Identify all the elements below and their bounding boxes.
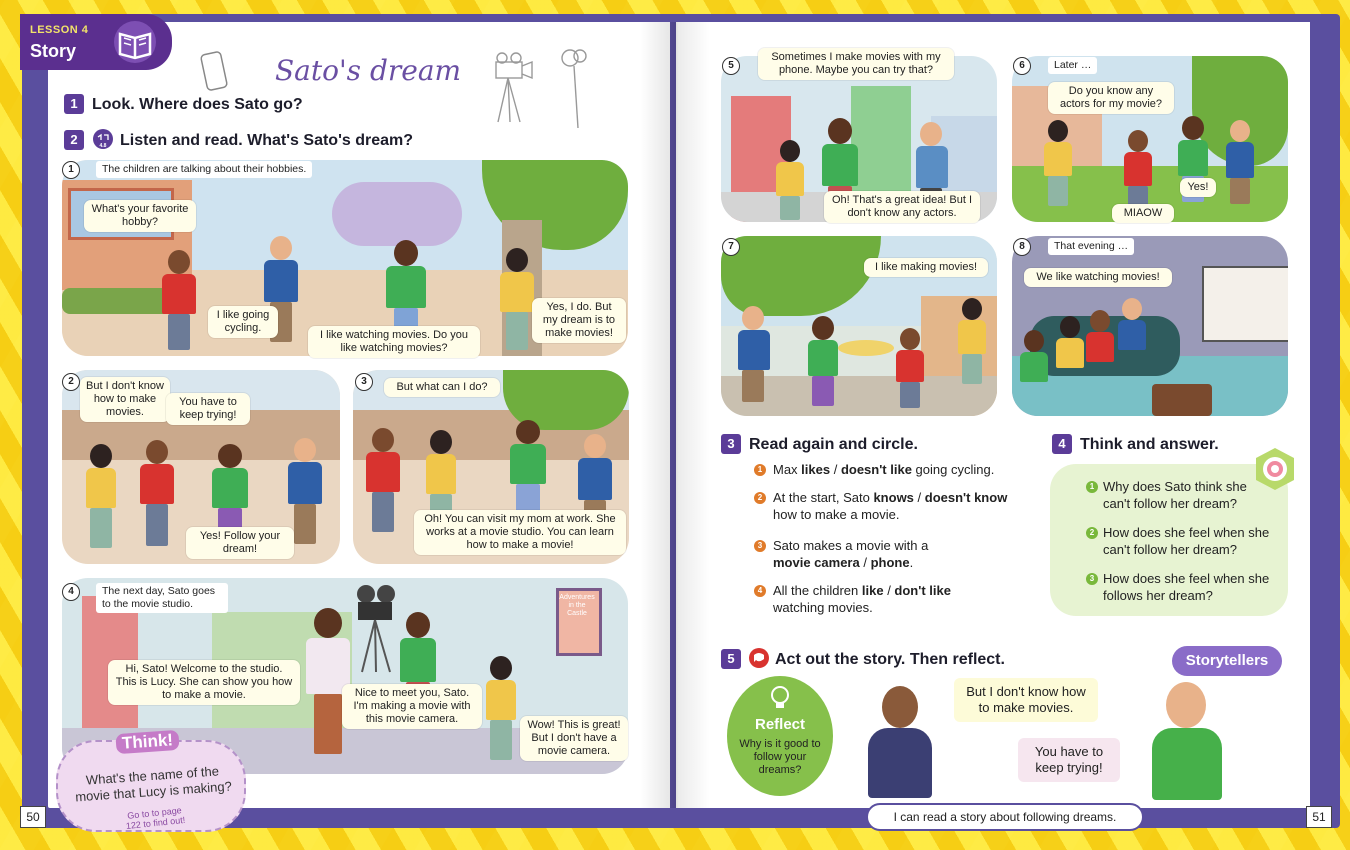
reflect-question: Why is it good to follow your dreams? xyxy=(739,738,821,776)
movie-poster-title: Adventures in the Castle xyxy=(559,594,595,617)
movie-screen xyxy=(1202,266,1288,342)
page-number-right: 51 xyxy=(1306,806,1332,828)
panel-5-bubble-2: Oh! That's a great idea! But I don't know any actors. xyxy=(824,191,980,223)
think-answer-item-3: How does she feel when she follows her dream? xyxy=(1103,571,1270,603)
page-gutter xyxy=(640,22,710,808)
circle-item-text: Max xyxy=(773,462,802,477)
think-answer-item-2: How does she feel when she can't follow her dream? xyxy=(1103,525,1270,557)
think-answer-item-1: Why does Sato think she can't follow her dream? xyxy=(1103,479,1247,511)
lesson-tab xyxy=(20,14,172,70)
circle-item-text: watching movies. xyxy=(773,600,873,615)
audio-track-icon[interactable] xyxy=(92,128,114,150)
circle-option-a[interactable]: likes xyxy=(801,462,831,477)
circle-option-b[interactable]: phone xyxy=(870,555,910,570)
question-4 xyxy=(1052,434,1219,454)
page-number-left: 50 xyxy=(20,806,46,828)
movie-camera-icon xyxy=(350,584,410,674)
question-1-number: 1 xyxy=(64,94,84,114)
item-number-2: 2 xyxy=(754,492,766,504)
phone-sketch-icon xyxy=(196,50,232,92)
think-title: Think! xyxy=(115,730,179,754)
panel-7-bubble-1: I like making movies! xyxy=(864,258,988,277)
dream-cloud xyxy=(332,182,462,246)
panel-8-number: 8 xyxy=(1013,238,1031,256)
think-question: What's the name of the movie that Lucy is making? xyxy=(74,763,233,805)
open-book-icon xyxy=(110,20,160,64)
circle-option-a[interactable]: knows xyxy=(873,490,914,505)
item-number-4: 4 xyxy=(754,585,766,597)
panel-4-bubble-2: Nice to meet you, Sato. I'm making a movie with this movie camera. xyxy=(342,684,482,729)
question-3 xyxy=(721,434,918,454)
can-do-statement: I can read a story about following dreams. xyxy=(866,803,1144,831)
circle-item-text: . xyxy=(909,555,914,570)
circle-option-b[interactable]: doesn't like xyxy=(840,462,912,477)
speaking-icon xyxy=(749,648,769,668)
boy-speech-bubble: You have to keep trying! xyxy=(1018,738,1120,782)
movie-camera-sketch-icon xyxy=(486,52,542,124)
panel-8-caption: That evening … xyxy=(1048,238,1134,255)
panel-4-bubble-1: Hi, Sato! Welcome to the studio. This is Lucy. She can show you how to make a movie. xyxy=(108,660,300,705)
question-1 xyxy=(64,94,303,114)
question-5-text: Act out the story. Then reflect. xyxy=(775,651,1005,668)
item-number-3: 3 xyxy=(754,540,766,552)
question-3-text: Read again and circle. xyxy=(749,436,918,453)
girl-speech-bubble: But I don't know how to make movies. xyxy=(954,678,1098,722)
item-number-3: 3 xyxy=(1086,573,1098,585)
question-2 xyxy=(64,128,413,150)
panel-1-bubble-3: I like watching movies. Do you like watching movies? xyxy=(308,326,480,358)
panel-5-bubble-1: Sometimes I make movies with my phone. Maybe you can try that? xyxy=(758,48,954,80)
circle-item-text: All the children xyxy=(773,583,862,598)
panel-1-caption: The children are talking about their hobbies. xyxy=(96,161,312,178)
panel-4-caption: The next day, Sato goes to the movie studio. xyxy=(96,583,228,613)
storytellers-badge: Storytellers xyxy=(1172,646,1282,676)
panel-6-caption: Later … xyxy=(1048,57,1097,74)
circle-item-2 xyxy=(773,489,1023,523)
circle-item-text: how to make a movie. xyxy=(773,507,900,522)
circle-option-b[interactable]: don't like xyxy=(894,583,951,598)
panel-1-number: 1 xyxy=(62,161,80,179)
circle-separator: / xyxy=(830,462,841,477)
circle-separator: / xyxy=(859,555,871,570)
circle-option-b[interactable]: doesn't know xyxy=(924,490,1008,505)
lesson-type: Story xyxy=(30,41,77,61)
question-2-text: Listen and read. What's Sato's dream? xyxy=(120,132,414,149)
lightbulb-icon xyxy=(768,684,792,712)
planter xyxy=(62,288,172,314)
question-5-number: 5 xyxy=(721,649,741,669)
reflect-title: Reflect xyxy=(754,716,806,733)
lesson-label: LESSON 4 xyxy=(30,24,89,36)
question-4-number: 4 xyxy=(1052,434,1072,454)
circle-option-a[interactable]: like xyxy=(861,583,884,598)
panel-3-bubble-1: But what can I do? xyxy=(384,378,500,397)
panel-1-bubble-1: What's your favorite hobby? xyxy=(84,200,196,232)
circle-item-3 xyxy=(773,537,953,571)
panel-4-number: 4 xyxy=(62,583,80,601)
circle-option-a[interactable]: movie camera xyxy=(773,555,860,570)
reflect-circle xyxy=(727,676,833,796)
audio-track-code: 4.8 xyxy=(99,143,107,149)
panel-2-bubble-1: But I don't know how to make movies. xyxy=(80,377,170,422)
panel-7-number: 7 xyxy=(722,238,740,256)
panel-2-bubble-2: You have to keep trying! xyxy=(166,393,250,425)
think-note: Go to to page 122 to find out! xyxy=(125,805,186,832)
think-box xyxy=(56,730,246,832)
panel-5-number: 5 xyxy=(722,57,740,75)
panel-6-bubble-2: Yes! xyxy=(1180,178,1216,197)
panel-3-bubble-2: Oh! You can visit my mom at work. She works at a movie studio. You can learn how to make a movie! xyxy=(414,510,626,555)
box xyxy=(1152,384,1212,416)
panel-8 xyxy=(1012,236,1288,416)
microphone-sketch-icon xyxy=(556,44,592,130)
circle-item-text: At the start, Sato xyxy=(773,490,874,505)
circle-separator: / xyxy=(913,490,925,505)
question-1-text: Look. Where does Sato go? xyxy=(92,96,303,113)
circle-item-1 xyxy=(773,461,1023,478)
panel-1-bubble-2: I like going cycling. xyxy=(208,306,278,338)
panel-4-bubble-3: Wow! This is great! But I don't have a movie camera. xyxy=(520,716,628,761)
panel-6-bubble-1: Do you know any actors for my movie? xyxy=(1048,82,1174,114)
panel-6-number: 6 xyxy=(1013,57,1031,75)
circle-item-4 xyxy=(773,582,983,616)
panel-2-number: 2 xyxy=(62,373,80,391)
item-number-1: 1 xyxy=(1086,481,1098,493)
table xyxy=(838,340,894,356)
question-4-text: Think and answer. xyxy=(1080,436,1219,453)
circle-item-text: Sato makes a movie with a xyxy=(773,538,929,553)
question-2-number: 2 xyxy=(64,130,84,150)
panel-6-bubble-3: MIAOW xyxy=(1112,204,1174,223)
circle-item-text: going cycling. xyxy=(911,462,995,477)
panel-2-bubble-3: Yes! Follow your dream! xyxy=(186,527,294,559)
question-5 xyxy=(721,648,1005,669)
item-number-1: 1 xyxy=(754,464,766,476)
panel-3-number: 3 xyxy=(355,373,373,391)
panel-8-bubble-1: We like watching movies! xyxy=(1024,268,1172,287)
story-title: Sato's dream xyxy=(275,54,462,87)
item-number-2: 2 xyxy=(1086,527,1098,539)
panel-1-bubble-4: Yes, I do. But my dream is to make movies! xyxy=(532,298,626,343)
circle-separator: / xyxy=(883,583,895,598)
question-3-number: 3 xyxy=(721,434,741,454)
